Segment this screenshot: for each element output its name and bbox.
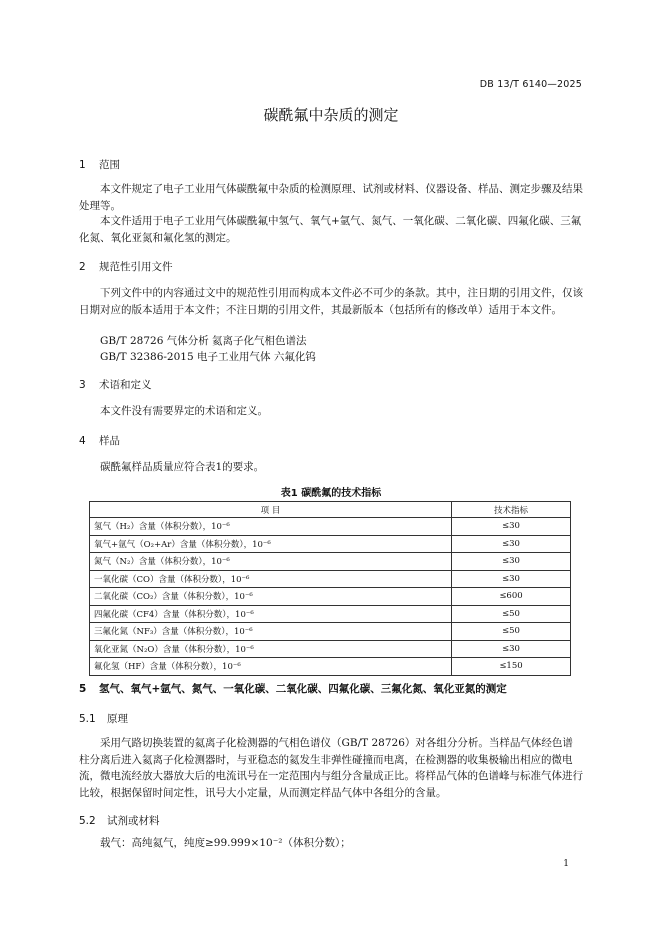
- value-cell: ≤30: [452, 518, 571, 536]
- column-header-spec: 技术指标: [452, 502, 571, 518]
- spec-table: [89, 501, 571, 676]
- value-cell: ≤600: [452, 588, 571, 606]
- item-cell: 氧气+氩气（O₂+Ar）含量（体积分数），10⁻⁶: [90, 535, 452, 553]
- section-5-1-paragraph-1: 采用气路切换装置的氦离子化检测器的气相色谱仪（GB/T 28726）对各组分分析。当样品气体经色谱柱分离后进入氦离子化检测器时，与亚稳态的氦发生非弹性碰撞而电离，在检测器的收集极输出相应的微电流，微电流经放大器放大后的电流讯号在一定范围内与组分含量成正比。将样品气体的色谱峰与标准气体进行比较，根据保留时间定性，讯号大小定量，从而测定样品气体中各组分的含量。: [79, 737, 583, 799]
- section-title: 规范性引用文件: [99, 261, 173, 273]
- value-cell: ≤50: [452, 623, 571, 641]
- value-cell: ≤30: [452, 535, 571, 553]
- item-cell: 一氧化碳（CO）含量（体积分数），10⁻⁶: [90, 570, 452, 588]
- item-cell: 氮气（N₂）含量（体积分数），10⁻⁶: [90, 553, 452, 571]
- section-number: 5.2: [79, 815, 96, 827]
- table-row: [90, 623, 571, 641]
- table-row: [90, 570, 571, 588]
- section-number: 1: [79, 159, 86, 171]
- item-cell: 四氟化碳（CF4）含量（体积分数），10⁻⁶: [90, 605, 452, 623]
- section-5-1-heading: [79, 711, 128, 726]
- table-row: [90, 518, 571, 536]
- section-title: 术语和定义: [99, 379, 152, 391]
- section-5-2-paragraph-1: 载气：高纯氦气，纯度≥99.999×10⁻²（体积分数）；: [100, 837, 351, 849]
- item-cell: 氟化氢（HF）含量（体积分数），10⁻⁶: [90, 658, 452, 676]
- item-cell: 三氟化氮（NF₃）含量（体积分数），10⁻⁶: [90, 623, 452, 641]
- section-3-paragraph-1: 本文件没有需要界定的术语和定义。: [100, 405, 268, 417]
- section-4-heading: [79, 433, 120, 448]
- section-2-paragraph-1: 下列文件中的内容通过文中的规范性引用而构成本文件必不可少的条款。其中，注日期的引用文件，仅该日期对应的版本适用于本文件；不注日期的引用文件，其最新版本（包括所有的修改单）适用于本文件。: [79, 287, 583, 316]
- table-row: [90, 588, 571, 606]
- section-title: 试剂或材料: [107, 815, 160, 827]
- table-row: [90, 605, 571, 623]
- section-number: 3: [79, 379, 86, 391]
- table-row: [90, 658, 571, 676]
- section-number: 5: [79, 683, 87, 695]
- item-cell: 氢气（H₂）含量（体积分数），10⁻⁶: [90, 518, 452, 536]
- section-1-paragraph-1: 本文件规定了电子工业用气体碳酰氟中杂质的检测原理、试剂或材料、仪器设备、样品、测定步骤及结果处理等。: [79, 183, 583, 212]
- value-cell: ≤30: [452, 640, 571, 658]
- table-row: [90, 535, 571, 553]
- section-title: 氢气、氧气+氩气、氮气、一氧化碳、二氧化碳、四氟化碳、三氟化氮、氧化亚氮的测定: [99, 683, 507, 695]
- value-cell: ≤50: [452, 605, 571, 623]
- table-header-row: [90, 502, 571, 518]
- section-2-heading: [79, 259, 173, 274]
- document-number: DB 13/T 6140—2025: [479, 79, 582, 90]
- value-cell: ≤30: [452, 570, 571, 588]
- document-title: 碳酰氟中杂质的测定: [263, 106, 399, 124]
- section-1-paragraph-2: 本文件适用于电子工业用气体碳酰氟中氢气、氧气+氩气、氮气、一氧化碳、二氧化碳、四氟化碳、三氟化氮、氧化亚氮和氟化氢的测定。: [79, 215, 582, 244]
- section-number: 5.1: [79, 713, 96, 725]
- value-cell: ≤150: [452, 658, 571, 676]
- table-row: [90, 553, 571, 571]
- section-4-paragraph-1: 碳酰氟样品质量应符合表1的要求。: [100, 461, 265, 473]
- section-3-heading: [79, 377, 152, 392]
- section-5-2-heading: [79, 813, 160, 828]
- normative-reference: GB/T 28726 气体分析 氦离子化气相色谱法: [100, 335, 307, 347]
- table-caption: 表1 碳酰氟的技术指标: [280, 488, 382, 499]
- page-number: 1: [563, 859, 569, 869]
- section-number: 2: [79, 261, 86, 273]
- section-number: 4: [79, 435, 86, 447]
- table-row: [90, 640, 571, 658]
- normative-reference: GB/T 32386-2015 电子工业用气体 六氟化钨: [100, 351, 316, 363]
- item-cell: 二氧化碳（CO₂）含量（体积分数），10⁻⁶: [90, 588, 452, 606]
- item-cell: 氧化亚氮（N₂O）含量（体积分数），10⁻⁶: [90, 640, 452, 658]
- section-1-heading: [79, 157, 120, 172]
- section-title: 样品: [99, 435, 120, 447]
- section-title: 原理: [107, 713, 128, 725]
- column-header-item: 项 目: [90, 502, 452, 518]
- value-cell: ≤30: [452, 553, 571, 571]
- section-title: 范围: [99, 159, 120, 171]
- section-5-heading: [79, 681, 507, 696]
